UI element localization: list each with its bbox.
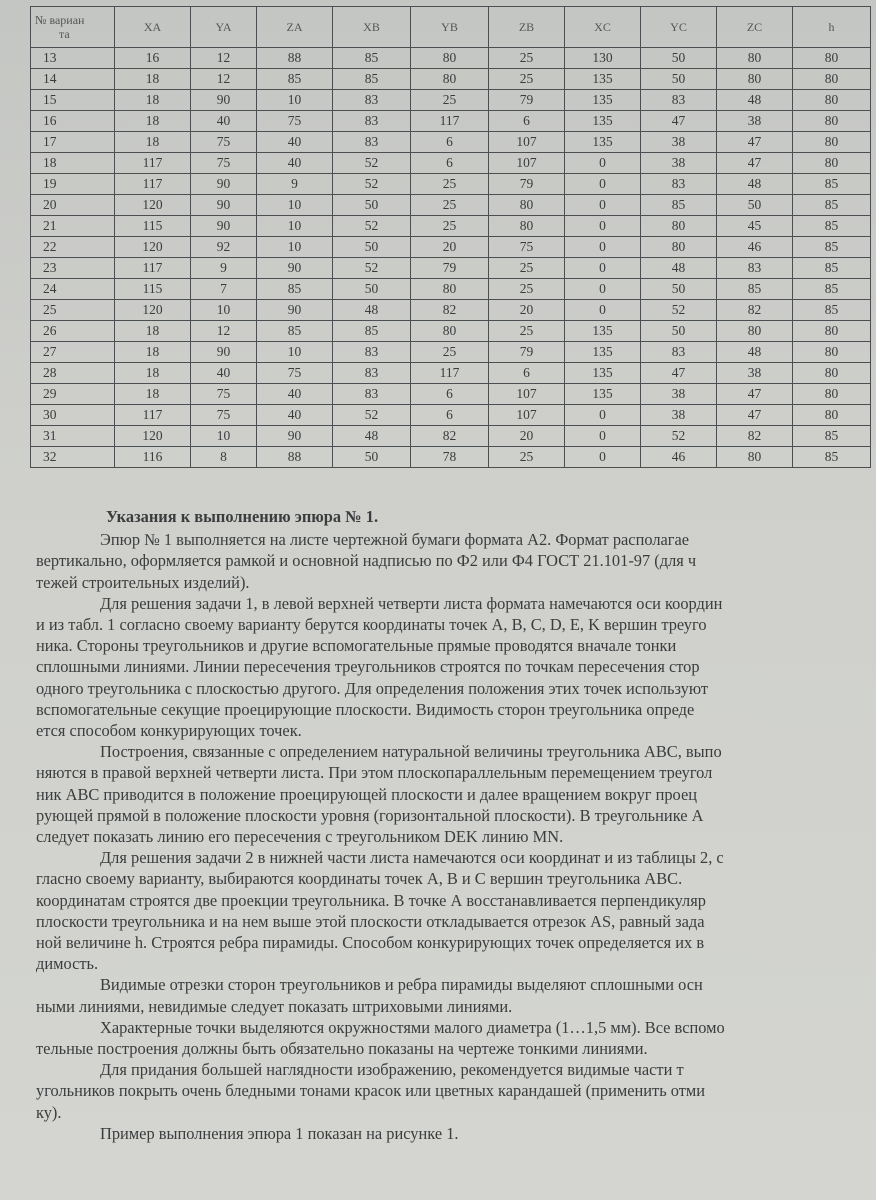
text-line: рующей прямой в положение плоскости уровня (горизонтальной плоскости). В треугольнике А — [36, 805, 704, 825]
text-line: Для решения задачи 2 в нижней части листа намечаются оси координат и из таблицы 2, с — [100, 848, 724, 868]
text-line: и из табл. 1 согласно своему варианту берутся координаты точек A, B, C, D, E, K вершин треуго — [36, 615, 707, 635]
table-row: 24 115 7 85 50 80 25 0 50 85 85 — [31, 279, 871, 300]
table-row: 30 117 75 40 52 6 107 0 38 47 80 — [31, 405, 871, 426]
text-line: Эпюр № 1 выполняется на листе чертежной бумаги формата А2. Формат располагае — [100, 530, 690, 550]
table-row: 25 120 10 90 48 82 20 0 52 82 85 — [31, 300, 871, 321]
text-line: ной величине h. Строятся ребра пирамиды. Способом конкурирующих точек определяется их в — [36, 933, 705, 953]
text-line: Характерные точки выделяются окружностями малого диаметра (1…1,5 мм). Все вспомо — [100, 1017, 725, 1037]
text-line: ник ABC приводится в положение проецирующей плоскости и далее вращением вокруг проец — [36, 784, 698, 804]
header-h: h — [793, 7, 871, 48]
text-line: ника. Стороны треугольников и другие вспомогательные прямые проводятся вначале тонки — [36, 636, 677, 656]
header-xc: XC — [565, 7, 641, 48]
table-row: 31 120 10 90 48 82 20 0 52 82 85 — [31, 426, 871, 447]
header-ya: YA — [191, 7, 257, 48]
instructions-text — [36, 506, 874, 1144]
text-line: координатам строятся две проекции треугольника. В точке А восстанавливается перпендикуляр — [36, 890, 706, 910]
text-line: Для решения задачи 1, в левой верхней четверти листа формата намечаются оси координ — [100, 593, 723, 613]
table-row: 13 16 12 88 85 80 25 130 50 80 80 — [31, 48, 871, 69]
table-row: 27 18 90 10 83 25 79 135 83 48 80 — [31, 342, 871, 363]
text-line: вертикально, оформляется рамкой и основной надписью по Ф2 или Ф4 ГОСТ 21.101-97 (для ч — [36, 551, 697, 571]
table-row: 14 18 12 85 85 80 25 135 50 80 80 — [31, 69, 871, 90]
text-line: няются в правой верхней четверти листа. При этом плоскопараллельным перемещением треугол — [36, 763, 713, 783]
table-row: 21 115 90 10 52 25 80 0 80 45 85 — [31, 216, 871, 237]
text-line: гласно своему варианту, выбираются координаты точек А, В и С вершин треугольника АВС. — [36, 869, 683, 889]
text-line: Пример выполнения эпюра 1 показан на рисунке 1. — [100, 1123, 459, 1143]
text-line: Для придания большей наглядности изображению, рекомендуется видимые части т — [100, 1060, 684, 1080]
header-xa: XA — [115, 7, 191, 48]
text-line: ными линиями, невидимые следует показать штриховыми линиями. — [36, 996, 513, 1016]
text-line: угольников покрыть очень бледными тонами красок или цветных карандашей (применить отми — [36, 1081, 706, 1101]
table-row: 15 18 90 10 83 25 79 135 83 48 80 — [31, 90, 871, 111]
text-line: ку). — [36, 1102, 62, 1122]
table-row: 22 120 92 10 50 20 75 0 80 46 85 — [31, 237, 871, 258]
text-line: плоскости треугольника и на нем выше этой плоскости откладывается отрезок AS, равный зада — [36, 911, 705, 931]
text-line: Построения, связанные с определением натуральной величины треугольника ABC, выпо — [100, 742, 722, 762]
text-line: димость. — [36, 954, 99, 974]
header-zc: ZC — [717, 7, 793, 48]
header-za: ZA — [257, 7, 333, 48]
table-row: 20 120 90 10 50 25 80 0 85 50 85 — [31, 195, 871, 216]
table-row: 19 117 90 9 52 25 79 0 83 48 85 — [31, 174, 871, 195]
text-line: сплошными линиями. Линии пересечения треугольников строятся по точкам пересечения стор — [36, 657, 700, 677]
text-line: тежей строительных изделий). — [36, 572, 250, 592]
table-row: 17 18 75 40 83 6 107 135 38 47 80 — [31, 132, 871, 153]
coordinates-table — [30, 6, 871, 468]
header-xb: XB — [333, 7, 411, 48]
text-line: вспомогательные секущие проецирующие плоскости. Видимость сторон треугольника опреде — [36, 699, 695, 719]
text-line: одного треугольника с плоскостью другого. Для определения положения этих точек используют — [36, 678, 709, 698]
text-line: ется способом конкурирующих точек. — [36, 721, 302, 741]
text-line: следует показать линию его пересечения с треугольником DEK линию MN. — [36, 827, 564, 847]
table-row: 18 117 75 40 52 6 107 0 38 47 80 — [31, 153, 871, 174]
header-yb: YB — [411, 7, 489, 48]
header-variant: № вариан та — [31, 7, 115, 48]
header-zb: ZB — [489, 7, 565, 48]
text-line: Видимые отрезки сторон треугольников и ребра пирамиды выделяют сплошными осн — [100, 975, 703, 995]
table-row: 32 116 8 88 50 78 25 0 46 80 85 — [31, 447, 871, 468]
table-row: 23 117 9 90 52 79 25 0 48 83 85 — [31, 258, 871, 279]
table-row: 26 18 12 85 85 80 25 135 50 80 80 — [31, 321, 871, 342]
instructions-title: Указания к выполнению эпюра № 1. — [106, 507, 379, 526]
header-yc: YC — [641, 7, 717, 48]
text-line: тельные построения должны быть обязательно показаны на чертеже тонкими линиями. — [36, 1039, 648, 1059]
table-row: 16 18 40 75 83 117 6 135 47 38 80 — [31, 111, 871, 132]
table-row: 28 18 40 75 83 117 6 135 47 38 80 — [31, 363, 871, 384]
table-header-row — [31, 7, 871, 48]
table-row: 29 18 75 40 83 6 107 135 38 47 80 — [31, 384, 871, 405]
